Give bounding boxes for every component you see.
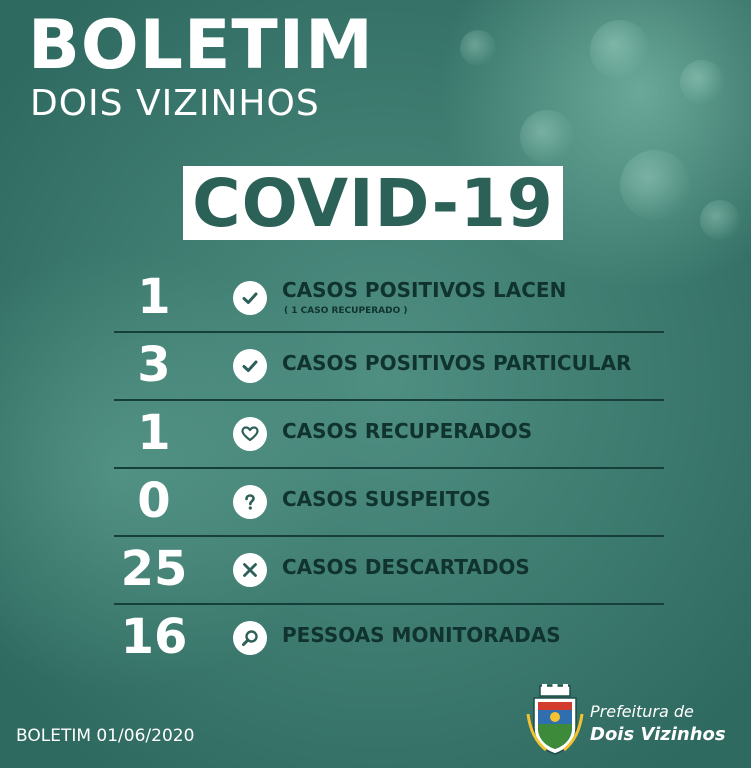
- bg-particle: [620, 150, 690, 220]
- stat-value: 16: [120, 609, 188, 665]
- bg-particle: [520, 110, 574, 164]
- bulletin-date: BOLETIM 01/06/2020: [16, 726, 195, 746]
- bg-particle: [590, 20, 650, 80]
- stat-note: ( 1 CASO RECUPERADO ): [284, 306, 408, 316]
- question-icon: [233, 485, 267, 519]
- logo-text-prefeitura: Prefeitura de: [590, 702, 694, 721]
- bg-particle: [460, 30, 496, 66]
- covid-badge: [183, 166, 563, 240]
- covid-badge-text: COVID-19: [192, 164, 554, 242]
- close-icon: [233, 553, 267, 587]
- check-icon: [233, 281, 267, 315]
- page-title: BOLETIM: [28, 6, 374, 85]
- stat-label: CASOS SUSPEITOS: [282, 487, 491, 511]
- stat-row-positivos-lacen: [114, 265, 664, 333]
- stat-value: 1: [137, 269, 171, 325]
- heart-icon: [233, 417, 267, 451]
- stat-row-suspeitos: [114, 469, 664, 537]
- page-subtitle: DOIS VIZINHOS: [30, 83, 320, 124]
- stat-value: 0: [137, 473, 171, 529]
- stat-label: PESSOAS MONITORADAS: [282, 623, 561, 647]
- stat-label: CASOS POSITIVOS LACEN: [282, 278, 567, 302]
- magnifier-icon: [233, 621, 267, 655]
- stat-value: 1: [137, 405, 171, 461]
- stat-value: 25: [120, 541, 188, 597]
- bg-particle: [680, 60, 724, 104]
- prefeitura-logo: [526, 680, 741, 760]
- stat-row-recuperados: [114, 401, 664, 469]
- logo-text-city: Dois Vizinhos: [590, 724, 726, 745]
- stat-label: CASOS POSITIVOS PARTICULAR: [282, 351, 632, 375]
- city-crest-icon: [526, 684, 584, 756]
- check-icon: [233, 349, 267, 383]
- stat-label: CASOS RECUPERADOS: [282, 419, 533, 443]
- bg-particle: [700, 200, 740, 240]
- stat-row-positivos-particular: [114, 333, 664, 401]
- stat-row-monitoradas: [114, 605, 664, 673]
- stat-value: 3: [137, 337, 171, 393]
- stat-label: CASOS DESCARTADOS: [282, 555, 530, 579]
- stat-row-descartados: [114, 537, 664, 605]
